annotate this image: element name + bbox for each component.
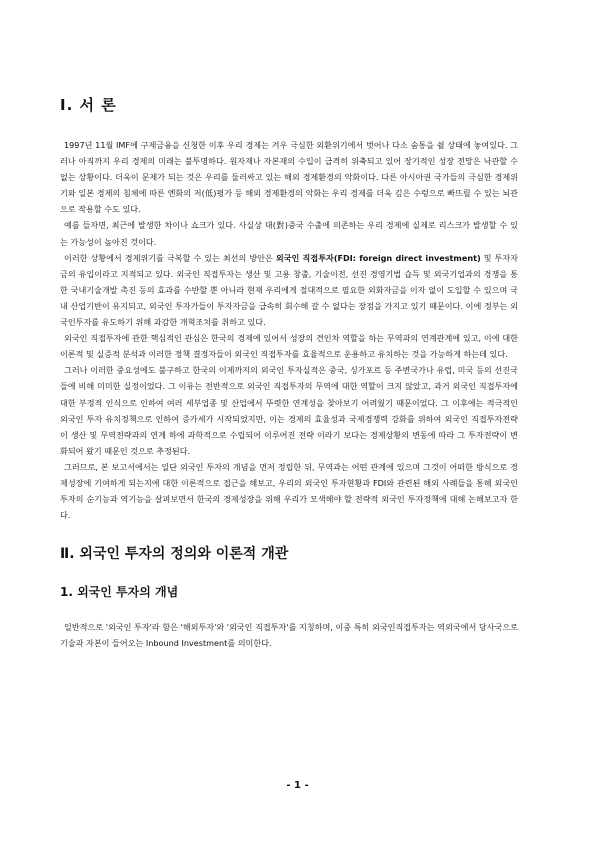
section-2-title: Ⅱ. 외국인 투자의 정의와 이론적 개관 [60, 546, 289, 563]
section-1-paragraph-3 [60, 250, 518, 330]
page-number: - 1 - [286, 780, 309, 791]
section-2-paragraph-1: 일반적으로 '외국인 투자'라 함은 '해외투자'와 '외국인 직접투자'를 지칭하며, 이중 특히 외국인직접투자는 역외국에서 당사국으로 기술과 자본이 들어오는 Inbound Investment를 의미한다. [60, 622, 518, 649]
section-1-paragraph-1: 1997년 11월 IMF에 구제금융을 신청한 이후 우리 경제는 겨우 극심한 외환위기에서 벗어나 다소 숨통을 쉴 상태에 놓여있다. 그러나 아직까지 우리 경제의 미래는 불투명하다. 원자재나 자본재의 수입이 급격히 위축되고 있어 장기적인 성장 전망은 낙관할 수 없는 상황이다. 더욱이 문제가 되는 것은 우리를 둘러싸고 있는 해외 경제환경의 악화이다. 다른 아시아권 국가들의 극심한 경제위기와 일본 경제의 침체에 따른 엔화의 저(低)평가 등 해외 경제환경의 악화는 우리 경제를 더욱 깊은 수렁으로 빠뜨릴 수 있는 뇌관으로 작용할 수도 있다. [60, 140, 518, 215]
section-1-paragraph-4: 외국인 직접투자에 관한 핵심적인 관심은 한국의 경제에 있어서 성장의 견인차 역할을 하는 무역과의 연계관계에 있고, 이에 대한 이론적 및 실증적 분석과 이러한 정책 결정자들이 외국인 직접투자를 효율적으로 운용하고 유치하는 것을 가능하게 하는데 있다. [60, 333, 518, 360]
section-1-title: Ⅰ. 서 론 [60, 96, 117, 114]
section-1-paragraph-5: 그러나 이러한 중요성에도 불구하고 한국의 이제까지의 외국인 투자실적은 중국, 싱가포르 등 주변국가나 유럽, 미국 등의 선진국들에 비해 미미한 실정이었다. 그 이유는 전반적으로 외국인 직접투자의 무역에 대한 역할이 크지 않았고, 과거 외국인 직접투자에 대한 부정적 인식으로 인하여 여러 세부업종 및 산업에서 뚜렷한 연계성을 찾아보기 어려웠기 때문이었다. 그 이후에는 적극적인 외국인 투자 유치정책으로 인하여 증가세가 시작되었지만, 이는 경제의 효율성과 국제경쟁력 강화를 위하여 외국인 직접투자전략이 생산 및 무역전략과의 연계 하에 과학적으로 수립되어 이루어진 전략 이라기 보다는 경제상황의 변동에 따라 그 투자전략이 변화되어 왔기 때문인 것으로 추정된다. [60, 365, 518, 456]
paragraph-3-rest: 및 투자자금의 유입이라고 지적되고 있다. 외국인 직접투자는 생산 및 고용 창출, 기술이전, 선진 경영기법 습득 및 외국기업과의 경쟁을 통한 국내기술개발 촉진 등의 효과를 수반할 뿐 아니라 현재 우리에게 절대적으로 필요한 외화자금을 이자 없이 도입할 수 있으며 국내 산업기반이 유지되고, 외국인 투자가들이 투자자금을 급속히 회수해 갈 수 없다는 장점을 가지고 있기 때문이다. 이에 정부는 외국인투자를 유도하기 위해 과감한 개혁조치를 취하고 있다. [60, 252, 518, 328]
paragraph-3-intro: 이러한 상황에서 경제위기를 극복할 수 있는 최선의 방안은 [64, 252, 276, 263]
section-1-paragraph-2: 예를 들자면, 최근에 발생한 차이나 쇼크가 있다. 사실상 대(對)중국 수출에 의존하는 우리 경제에 실제로 리스크가 발생할 수 있는 가능성이 높아진 것이다. [60, 220, 518, 247]
subsection-1-title: 1. 외국인 투자의 개념 [60, 585, 179, 600]
fdi-term: 외국인 직접투자(FDI: foreign direct investment) [275, 252, 481, 263]
document-body [60, 94, 518, 651]
section-1-paragraph-6: 그러므로, 본 보고서에서는 일단 외국인 투자의 개념을 먼저 정립한 뒤, 무역과는 어떤 관계에 있으며 그것이 어떠한 방식으로 경제성장에 기여하게 되는지에 대한 이론적으로 접근을 해보고, 우리의 외국인 투자현황과 FDI와 관련된 해외 사례들을 통해 외국인 투자의 순기능과 역기능을 살펴보면서 한국의 경제성장을 위해 우리가 모색해야 할 전략적 외국인 투자정책에 대해 논해보고자 한다. [60, 461, 518, 521]
